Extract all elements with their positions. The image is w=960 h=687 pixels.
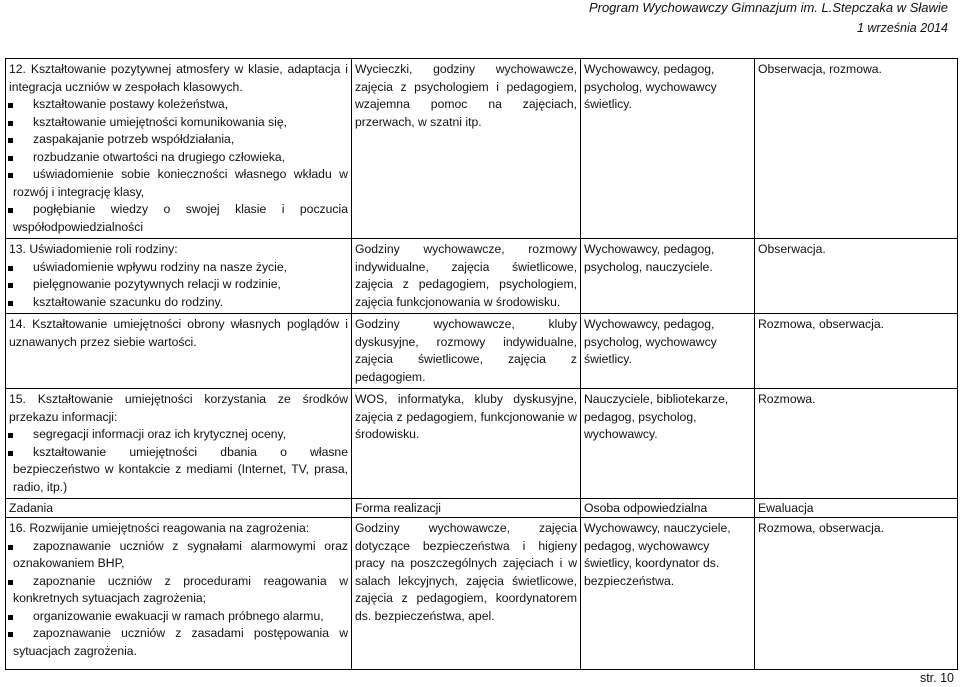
- task-intro: 13. Uświadomienie roli rodziny:: [9, 242, 178, 256]
- task-intro: 16. Rozwijanie umiejętności reagowania na zagrożenia:: [9, 521, 310, 535]
- evaluation-cell: Rozmowa, obserwacja.: [755, 314, 958, 389]
- list-item: kształtowanie szacunku do rodziny.: [9, 294, 348, 312]
- form-cell: Godziny wychowawcze, zajęcia dotyczące bezpieczeństwa i higieny pracy na poszczególnych zajęciach i w salach lekcyjnych, zajęcia świetlicowe, zajęcia z pedagogiem, koordynatorem ds. bezpieczeństwa, apel.: [352, 518, 581, 670]
- list-item: kształtowanie postawy koleżeństwa,: [9, 96, 348, 114]
- page-number: str. 10: [919, 671, 954, 685]
- task-intro: 12. Kształtowanie pozytywnej atmosfery w klasie, adaptacja i integracja uczniów w zespołach klasowych.: [9, 62, 348, 94]
- task-cell: [6, 59, 352, 239]
- list-item: zaspakajanie potrzeb współdziałania,: [9, 131, 348, 149]
- table-row: [6, 239, 958, 314]
- list-item: zapoznawanie uczniów z sygnałami alarmowymi oraz oznakowaniem BHP,: [9, 538, 348, 573]
- list-item: segregacji informacji oraz ich krytycznej oceny,: [9, 426, 348, 444]
- evaluation-cell: Rozmowa.: [755, 389, 958, 499]
- task-cell: [6, 239, 352, 314]
- form-cell: Wycieczki, godziny wychowawcze, zajęcia z psychologiem i pedagogiem, wzajemna pomoc na zajęciach, przerwach, w szatni itp.: [352, 59, 581, 239]
- evaluation-cell: Rozmowa, obserwacja.: [755, 518, 958, 670]
- header-form: Forma realizacji: [352, 499, 581, 518]
- evaluation-cell: Obserwacja, rozmowa.: [755, 59, 958, 239]
- form-cell: WOS, informatyka, kluby dyskusyjne, zajęcia z pedagogiem, funkcjonowanie w środowisku.: [352, 389, 581, 499]
- column-header-row: [6, 499, 958, 518]
- list-item: kształtowanie umiejętności dbania o własne bezpieczeństwo w kontakcie z mediami (Internet, TV, prasa, radio, itp.): [9, 444, 348, 497]
- header-persons: Osoba odpowiedzialna: [581, 499, 755, 518]
- persons-cell: Wychowawcy, pedagog, psycholog, nauczyciele.: [581, 239, 755, 314]
- table-row: [6, 59, 958, 239]
- document-title: Program Wychowawczy Gimnazjum im. L.Stepczaka w Sławie: [588, 0, 948, 15]
- list-item: zapoznanie uczniów z procedurami reagowania w konkretnych sytuacjach zagrożenia;: [9, 573, 348, 608]
- list-item: zapoznawanie uczniów z zasadami postępowania w sytuacjach zagrożenia.: [9, 625, 348, 660]
- table-row: [6, 314, 958, 389]
- persons-cell: Nauczyciele, bibliotekarze, pedagog, psycholog, wychowawcy.: [581, 389, 755, 499]
- evaluation-cell: Obserwacja.: [755, 239, 958, 314]
- list-item: pielęgnowanie pozytywnych relacji w rodzinie,: [9, 276, 348, 294]
- list-item: rozbudzanie otwartości na drugiego człowieka,: [9, 149, 348, 167]
- task-cell: [6, 389, 352, 499]
- program-table: [5, 58, 958, 670]
- document-date: 1 września 2014: [856, 21, 948, 35]
- persons-cell: Wychowawcy, pedagog, psycholog, wychowawcy świetlicy.: [581, 59, 755, 239]
- list-item: kształtowanie umiejętności komunikowania się,: [9, 114, 348, 132]
- header-tasks: Zadania: [6, 499, 352, 518]
- persons-cell: Wychowawcy, pedagog, psycholog, wychowawcy świetlicy.: [581, 314, 755, 389]
- form-cell: Godziny wychowawcze, kluby dyskusyjne, rozmowy indywidualne, zajęcia świetlicowe, zajęcia z pedagogiem.: [352, 314, 581, 389]
- list-item: organizowanie ewakuacji w ramach próbnego alarmu,: [9, 608, 348, 626]
- list-item: pogłębianie wiedzy o swojej klasie i poczucia współodpowiedzialności: [9, 201, 348, 236]
- header-evaluation: Ewaluacja: [755, 499, 958, 518]
- task-list: [9, 96, 348, 236]
- list-item: uświadomienie sobie konieczności własnego wkładu w rozwój i integrację klasy,: [9, 166, 348, 201]
- list-item: uświadomienie wpływu rodziny na nasze życie,: [9, 259, 348, 277]
- form-cell: Godziny wychowawcze, rozmowy indywidualne, zajęcia świetlicowe, zajęcia z pedagogiem, psychologiem, zajęcia funkcjonowania w środowisku.: [352, 239, 581, 314]
- task-cell: 14. Kształtowanie umiejętności obrony własnych poglądów i uznawanych przez siebie wartości.: [6, 314, 352, 389]
- table-row: [6, 389, 958, 499]
- table-row: [6, 518, 958, 670]
- persons-cell: Wychowawcy, nauczyciele, pedagog, wychowawcy świetlicy, koordynator ds. bezpieczeństwa.: [581, 518, 755, 670]
- task-cell: [6, 518, 352, 670]
- task-intro: 15. Kształtowanie umiejętności korzystania ze środków przekazu informacji:: [9, 392, 348, 424]
